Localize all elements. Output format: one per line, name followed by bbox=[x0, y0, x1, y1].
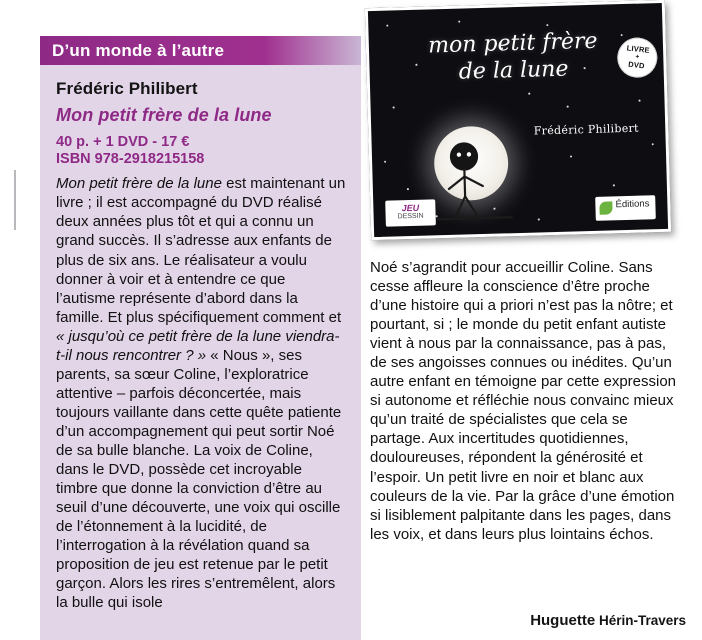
book-price: 40 p. + 1 DVD - 17 € bbox=[56, 134, 190, 150]
article-panel-content bbox=[56, 79, 346, 612]
signature-last-name: Hérin-Travers bbox=[598, 613, 686, 628]
cover-title-line-2: de la lune bbox=[458, 56, 569, 85]
signature-first-name: Huguette bbox=[530, 612, 596, 629]
badge-line-2: + bbox=[634, 53, 640, 61]
article-signature bbox=[370, 612, 686, 629]
section-title: D’un monde à l’autre bbox=[52, 41, 225, 60]
publisher-logo-jeu-line-2: DESSIN bbox=[397, 212, 424, 221]
book-isbn: ISBN 978-2918215158 bbox=[56, 150, 205, 167]
badge-line-3: DVD bbox=[627, 59, 646, 71]
publisher-logo-jeu bbox=[385, 199, 436, 226]
section-header-band bbox=[40, 36, 361, 65]
left-column-quote: « jusqu’où ce petit frère de la lune viendra-t-il nous rencontrer ? » bbox=[56, 327, 340, 364]
left-column-lead-italic: Mon petit frère de la lune bbox=[56, 175, 222, 193]
article-panel bbox=[40, 65, 361, 640]
left-column-paragraph-2: « Nous », ses parents, sa sœur Coline, l’exploratrice attentive – parfois déconcertée, mais toujours vaillante dans cette quête patiente d’un accompagnement qui peut sortir Noé de sa bulle blanche. La voix de Coline, dans le DVD, possède cet incroyable timbre que donne la conviction d’être au seuil d’une découverte, une voix qui oscille de l’étonnement à la lucidité, de l’interrogation à la révélation quand sa proposition de jeu est retenue par le petit garçon. Alors les rires s’entremêlent, alors la bulle qui isole bbox=[56, 346, 342, 612]
child-figure-illustration bbox=[423, 133, 522, 236]
page-gutter-rule bbox=[14, 170, 16, 230]
cover-title bbox=[413, 28, 614, 87]
badge-line-1: LIVRE bbox=[626, 43, 651, 55]
left-column-text bbox=[56, 174, 346, 612]
left-column-paragraph-1-body: est maintenant un livre ; il est accompagné du DVD réalisé deux années plus tôt et qui a connu un grand succès. Il s’adresse aux enfants de plus de six ans. Le réalisateur a voulu donner à voir et à entendre ce que l’autisme représente d’abord dans la famille. Et plus spécifiquement comment et bbox=[56, 175, 346, 326]
right-column-paragraph: Noé s’agrandit pour accueillir Coline. Sans cesse affleure la conscience d’être proche d’une histoire qui a priori n’est pas la nôtre; et pourtant, si ; le monde du petit enfant autiste vient à nous par la connaissance, pas à pas, de ses angoisses connues ou inédites. Qu’un autre enfant en témoigne par cette expression si autonome et réfléchie nous convainc mieux qu’un traité de spécialistes que cela se partage. Aux incertitudes quotidiennes, douloureuses, répondent la générosité et l’espoir. Un petit livre en noir et blanc aux couleurs de la vie. Par la grâce d’une émotion si lisiblement palpitante dans les pages, dans les voix, et dans leurs plus lointains échos. bbox=[370, 259, 677, 543]
cover-title-line-1: mon petit frère bbox=[427, 28, 598, 59]
publisher-logo-editions-label: Éditions bbox=[615, 198, 650, 211]
right-column-text bbox=[370, 258, 686, 544]
cover-author: Frédéric Philibert bbox=[533, 121, 639, 138]
book-cover-image bbox=[365, 0, 671, 240]
book-cover bbox=[365, 0, 671, 240]
book-title: Mon petit frère de la lune bbox=[56, 105, 272, 125]
left-column-paragraph-1 bbox=[56, 174, 346, 612]
publisher-logo-jeu-line-1: JEU bbox=[401, 202, 420, 214]
book-author: Frédéric Philibert bbox=[56, 79, 198, 98]
publisher-logo-editions bbox=[595, 195, 655, 221]
leaf-icon bbox=[600, 201, 613, 214]
